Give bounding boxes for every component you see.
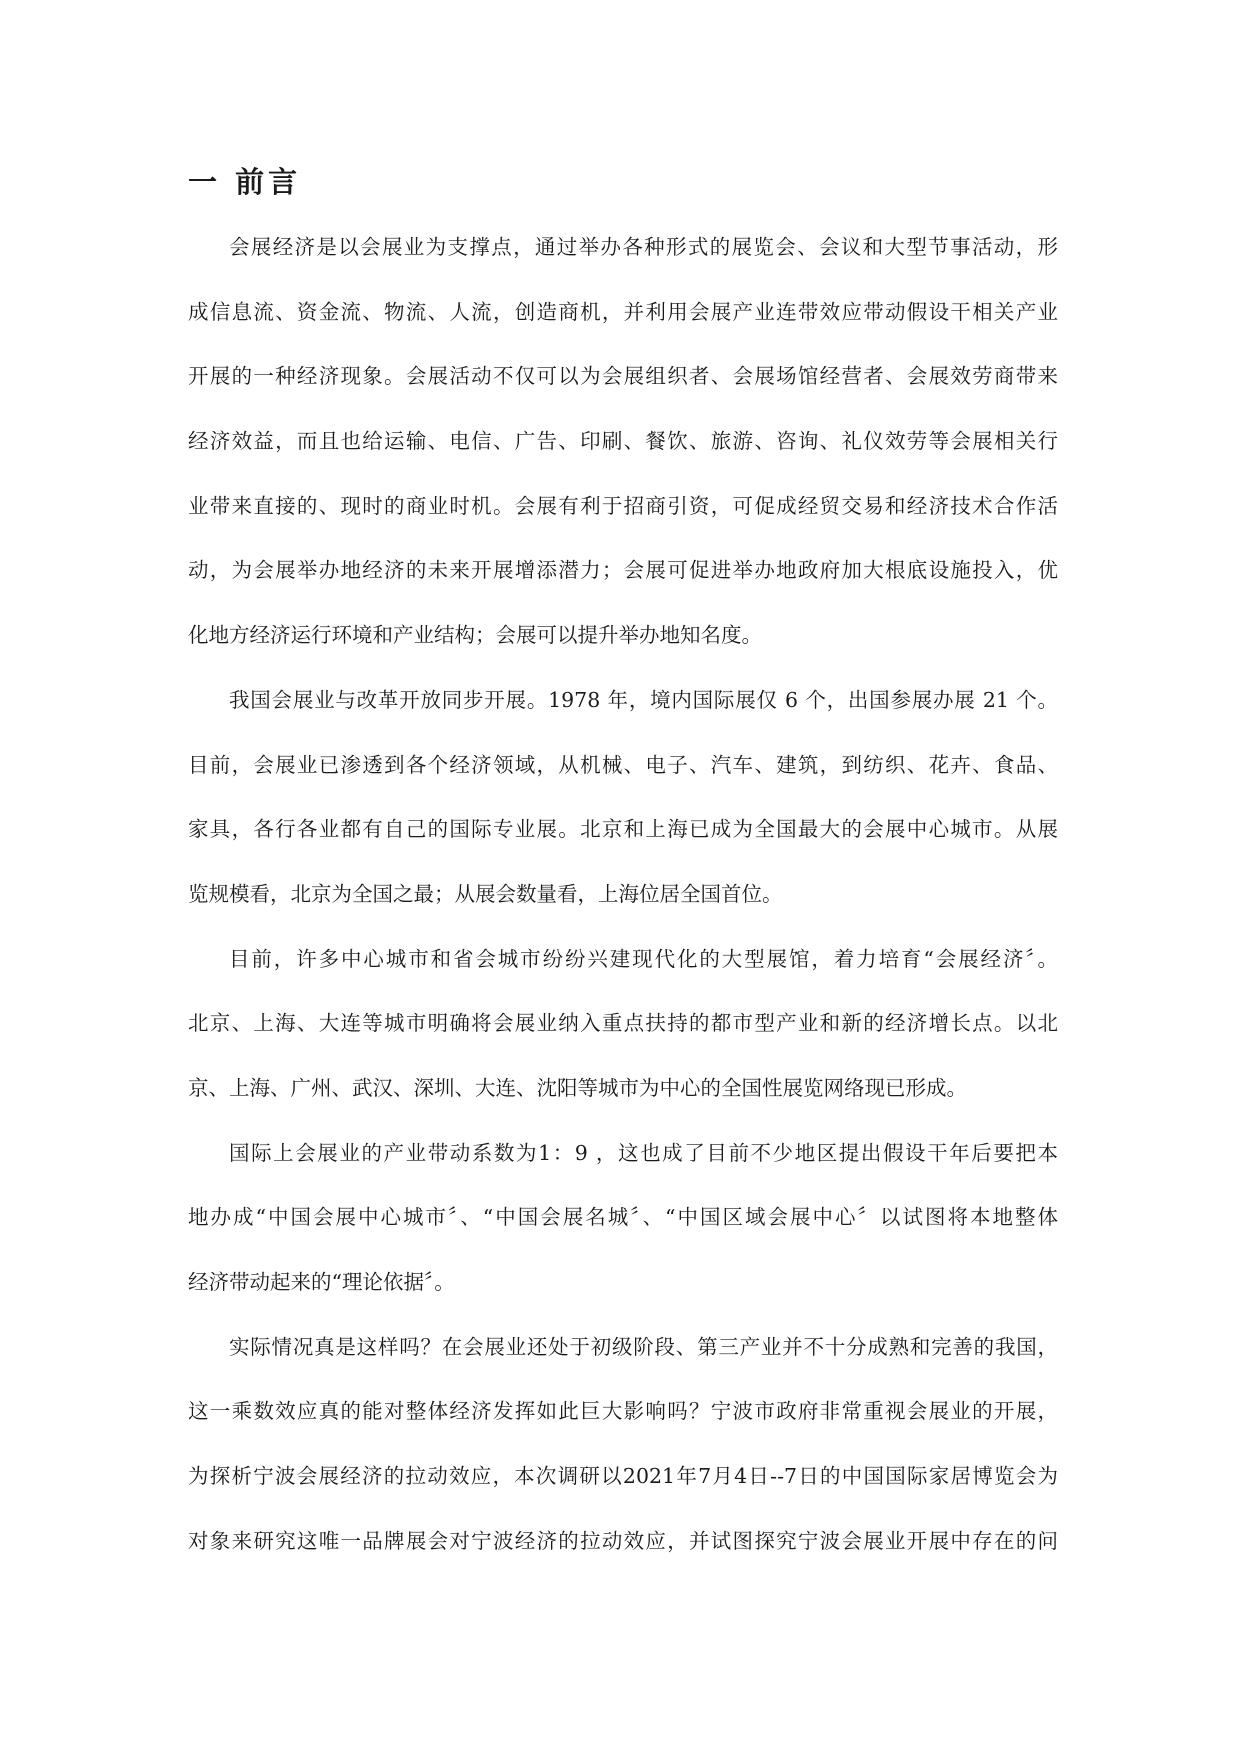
paragraph	[188, 1330, 1058, 1589]
text-line: 目前，许多中心城市和省会城市纷纷兴建现代化的大型展馆，着力培育“会展经济〞。	[229, 946, 1058, 971]
text-line: 会展经济是以会展业为支撑点，通过举办各种形式的展览会、会议和大型节事活动，形	[229, 235, 1058, 259]
text-line: 览规模看，北京为全国之最；从展会数量看，上海位居全国首位。	[188, 881, 783, 906]
text-line: 为探析宁波会展经济的拉动效应，本次调研以2021年7月4日--7日的中国国际家居博览会为	[188, 1464, 1058, 1489]
section-heading: 一 前言	[188, 165, 302, 199]
text-line: 京、上海、广州、武汉、深圳、大连、沈阳等城市为中心的全国性展览网络现已形成。	[188, 1075, 967, 1100]
paragraph	[188, 683, 1058, 942]
text-line: 这一乘数效应真的能对整体经济发挥如此巨大影响吗？宁波市政府非常重视会展业的开展，	[188, 1399, 1058, 1424]
paragraph	[188, 942, 1058, 1136]
body-text	[188, 230, 1058, 1588]
text-line: 业带来直接的、现时的商业时机。会展有利于招商引资，可促成经贸交易和经济技术合作活	[188, 493, 1058, 518]
text-line: 经济效益，而且也给运输、电信、广告、印刷、餐饮、旅游、咨询、礼仪效劳等会展相关行	[188, 429, 1058, 454]
text-line: 家具，各行各业都有自己的国际专业展。北京和上海已成为全国最大的会展中心城市。从展	[188, 817, 1058, 842]
text-line: 地办成“中国会展中心城市〞、“中国会展名城〞、“中国区域会展中心〞以试图将本地整体	[188, 1205, 1058, 1230]
text-line: 我国会展业与改革开放同步开展。1978 年，境内国际展仅 6 个，出国参展办展 21 个。	[229, 687, 1058, 712]
text-line: 目前，会展业已渗透到各个经济领域，从机械、电子、汽车、建筑，到纺织、花卉、食品、	[188, 752, 1058, 777]
text-line: 实际情况真是这样吗？在会展业还处于初级阶段、第三产业并不十分成熟和完善的我国，	[229, 1334, 1058, 1359]
paragraph	[188, 1136, 1058, 1330]
text-line: 经济带动起来的“理论依据〞。	[188, 1270, 455, 1294]
text-line: 成信息流、资金流、物流、人流，创造商机，并利用会展产业连带效应带动假设干相关产业	[188, 299, 1058, 324]
text-line: 化地方经济运行环境和产业结构；会展可以提升举办地知名度。	[188, 623, 762, 648]
text-line: 开展的一种经济现象。会展活动不仅可以为会展组织者、会展场馆经营者、会展效劳商带来	[188, 364, 1058, 389]
text-line: 动，为会展举办地经济的未来开展增添潜力；会展可促进举办地政府加大根底设施投入，优	[188, 558, 1058, 583]
text-line: 国际上会展业的产业带动系数为1：9 ，这也成了目前不少地区提出假设干年后要把本	[229, 1140, 1058, 1165]
text-line: 北京、上海、大连等城市明确将会展业纳入重点扶持的都市型产业和新的经济增长点。以北	[188, 1011, 1058, 1036]
text-line: 对象来研究这唯一品牌展会对宁波经济的拉动效应，并试图探究宁波会展业开展中存在的问	[188, 1528, 1058, 1553]
paragraph	[188, 230, 1058, 683]
